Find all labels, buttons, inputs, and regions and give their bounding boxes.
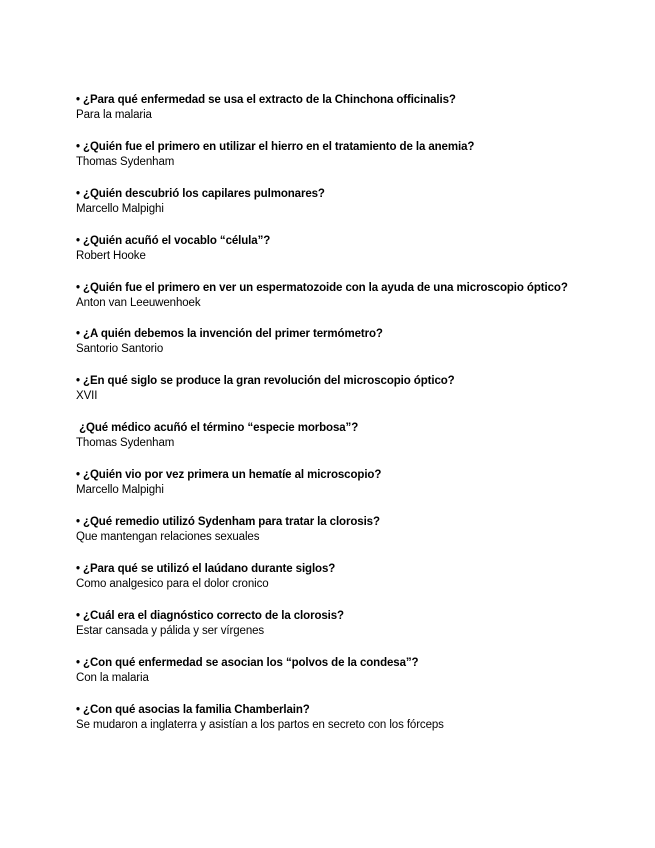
answer-text: Estar cansada y pálida y ser vírgenes (76, 625, 265, 637)
answer-text: Thomas Sydenham (76, 156, 175, 168)
question-text: • ¿Para qué enfermedad se usa el extracto de la Chinchona officinalis? (76, 94, 456, 106)
qa-item (76, 139, 576, 170)
question-text: • ¿Quién vio por vez primera un hematíe al microscopio? (76, 469, 382, 481)
answer-text: Con la malaria (76, 672, 149, 684)
question-text: • ¿Para qué se utilizó el laúdano durante siglos? (76, 563, 336, 575)
question-text: • ¿En qué siglo se produce la gran revolución del microscopio óptico? (76, 375, 455, 387)
qa-item (76, 561, 576, 592)
qa-item (76, 467, 576, 498)
question-text: • ¿Cuál era el diagnóstico correcto de la clorosis? (76, 610, 344, 622)
question-text: • ¿Quién descubrió los capilares pulmonares? (76, 188, 325, 200)
answer-text: Santorio Santorio (76, 343, 164, 355)
answer-text: Anton van Leeuwenhoek (76, 297, 201, 309)
qa-item (76, 373, 576, 404)
answer-text: Robert Hooke (76, 250, 146, 262)
question-text: • ¿Quién fue el primero en utilizar el hierro en el tratamiento de la anemia? (76, 141, 475, 153)
question-text: • ¿Con qué asocias la familia Chamberlain? (76, 704, 310, 716)
answer-text: Thomas Sydenham (76, 437, 175, 449)
qa-list (76, 92, 576, 749)
answer-text: Marcello Malpighi (76, 484, 164, 496)
question-text: ¿Qué médico acuñó el término “especie morbosa”? (76, 422, 359, 434)
qa-item (76, 655, 576, 686)
question-text: • ¿Con qué enfermedad se asocian los “polvos de la condesa”? (76, 657, 419, 669)
question-text: • ¿Qué remedio utilizó Sydenham para tratar la clorosis? (76, 516, 380, 528)
answer-text: Que mantengan relaciones sexuales (76, 531, 260, 543)
qa-item (76, 420, 576, 451)
qa-item (76, 92, 576, 123)
question-text: • ¿A quién debemos la invención del primer termómetro? (76, 328, 383, 340)
question-text: • ¿Quién acuñó el vocablo “célula”? (76, 235, 271, 247)
qa-item (76, 326, 576, 357)
qa-item (76, 186, 576, 217)
qa-item (76, 233, 576, 264)
answer-text: Para la malaria (76, 109, 152, 121)
question-text: • ¿Quién fue el primero en ver un espermatozoide con la ayuda de una microscopio óptico? (76, 282, 568, 294)
answer-text: XVII (76, 390, 98, 402)
qa-item (76, 702, 576, 733)
answer-text: Marcello Malpighi (76, 203, 164, 215)
answer-text: Como analgesico para el dolor cronico (76, 578, 269, 590)
answer-text: Se mudaron a inglaterra y asistían a los partos en secreto con los fórceps (76, 719, 444, 731)
qa-item (76, 280, 576, 311)
qa-item (76, 514, 576, 545)
qa-item (76, 608, 576, 639)
